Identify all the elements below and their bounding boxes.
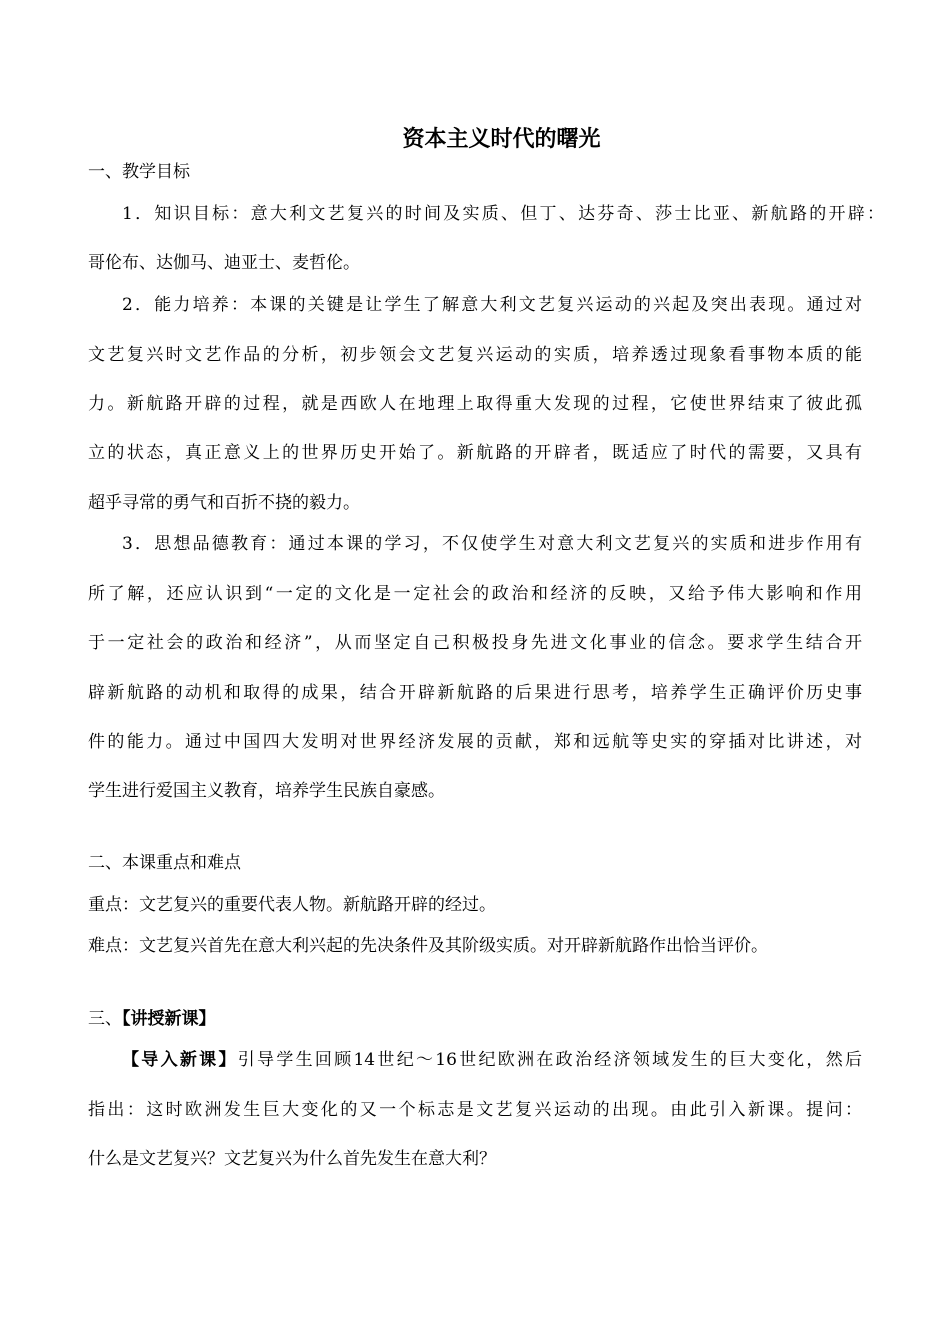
knowledge-goal-line-2: 哥伦布、达伽马、迪亚士、麦哲伦。 — [88, 253, 360, 273]
key-point-text: 重点：文艺复兴的重要代表人物。新航路开辟的经过。 — [88, 895, 496, 915]
section-heading-new-lesson — [88, 1004, 216, 1029]
difficulty-text: 难点：文艺复兴首先在意大利兴起的先决条件及其阶级实质。对开辟新航路作出恰当评价。 — [88, 936, 768, 956]
ability-line-5: 超乎寻常的勇气和百折不挠的毅力。 — [88, 493, 360, 513]
intro-line-2: 指出：这时欧洲发生巨大变化的又一个标志是文艺复兴运动的出现。由此引入新课。提问： — [88, 1100, 862, 1120]
moral-line-2: 所了解，还应认识到“一定的文化是一定社会的政治和经济的反映，又给予伟大影响和作用 — [88, 584, 862, 604]
moral-line-6: 学生进行爱国主义教育，培养学生民族自豪感。 — [88, 781, 445, 801]
new-lesson-label: 【讲授新课】 — [122, 1009, 216, 1029]
moral-line-4: 辟新航路的动机和取得的成果，结合开辟新航路的后果进行思考，培养学生正确评价历史事 — [88, 683, 862, 703]
moral-line-1: 3．思想品德教育：通过本课的学习，不仅使学生对意大利文艺复兴的实质和进步作用有 — [122, 534, 862, 554]
page-title: 资本主义时代的曙光 — [402, 127, 601, 152]
knowledge-goal-line-1: 1．知识目标：意大利文艺复兴的时间及实质、但丁、达芬奇、莎士比亚、新航路的开辟： — [122, 204, 884, 224]
moral-line-3: 于一定社会的政治和经济”，从而坚定自己积极投身先进文化事业的信念。要求学生结合开 — [88, 633, 862, 653]
intro-label: 【导入新课】 — [122, 1050, 238, 1070]
intro-line-3: 什么是文艺复兴？文艺复兴为什么首先发生在意大利？ — [88, 1149, 496, 1169]
section-heading-key-points: 二、本课重点和难点 — [88, 853, 241, 873]
ability-line-4: 立的状态，真正意义上的世界历史开始了。新航路的开辟者，既适应了时代的需要，又具有 — [88, 443, 862, 463]
moral-line-5: 件的能力。通过中国四大发明对世界经济发展的贡献，郑和远航等史实的穿插对比讲述，对 — [88, 732, 862, 752]
ability-line-3: 力。新航路开辟的过程，就是西欧人在地理上取得重大发现的过程，它使世界结束了彼此孤 — [88, 394, 862, 414]
intro-line-1: 【导入新课】引导学生回顾14世纪～16世纪欧洲在政治经济领域发生的巨大变化，然后 — [122, 1050, 863, 1070]
section-number: 三、 — [88, 1009, 122, 1029]
ability-line-1: 2．能力培养：本课的关键是让学生了解意大利文艺复兴运动的兴起及突出表现。通过对 — [122, 295, 862, 315]
ability-line-2: 文艺复兴时文艺作品的分析，初步领会文艺复兴运动的实质，培养透过现象看事物本质的能 — [88, 345, 862, 365]
section-heading-objectives: 一、教学目标 — [88, 162, 190, 182]
